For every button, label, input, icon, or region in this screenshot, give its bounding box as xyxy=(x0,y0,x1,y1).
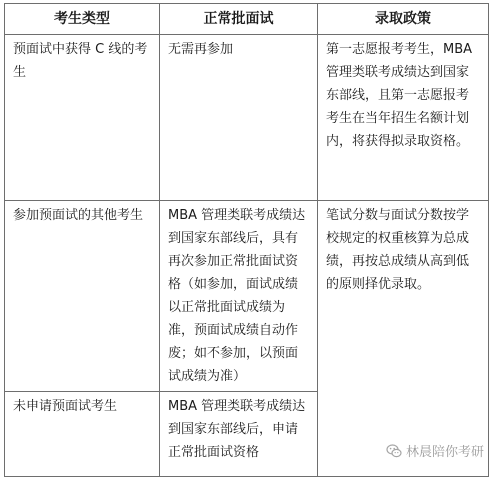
candidate-type-cell: 参加预面试的其他考生 xyxy=(5,201,160,392)
admission-policy-cell: 第一志愿报考考生，MBA 管理类联考成绩达到国家东部线，且第一志愿报考考生在当年招生名额计划内，将获得拟录取资格。 xyxy=(318,35,489,201)
normal-interview-cell: MBA 管理类联考成绩达到国家东部线后，具有再次参加正常批面试资格（如参加，面试成绩以正常批面试成绩为准，预面试成绩自动作废；如不参加，以预面试成绩为准） xyxy=(160,201,318,392)
candidate-type-cell: 预面试中获得 C 线的考生 xyxy=(5,35,160,201)
candidate-type-cell: 未申请预面试考生 xyxy=(5,392,160,477)
header-normal-interview: 正常批面试 xyxy=(160,4,318,35)
watermark-text: 林晨陪你考研 xyxy=(405,445,484,460)
watermark xyxy=(386,441,484,460)
normal-interview-cell: MBA 管理类联考成绩达到国家东部线后，申请正常批面试资格 xyxy=(160,392,318,477)
table-header-row xyxy=(5,4,489,35)
header-admission-policy: 录取政策 xyxy=(318,4,489,35)
wechat-icon xyxy=(386,443,402,459)
table-row xyxy=(5,201,489,392)
admission-policy-merged-cell: 笔试分数与面试分数按学校规定的权重核算为总成绩，再按总成绩从高到低的原则择优录取。 xyxy=(318,201,489,477)
header-candidate-type: 考生类型 xyxy=(5,4,160,35)
admission-policy-table xyxy=(4,3,489,477)
normal-interview-cell: 无需再参加 xyxy=(160,35,318,201)
table-row xyxy=(5,35,489,201)
